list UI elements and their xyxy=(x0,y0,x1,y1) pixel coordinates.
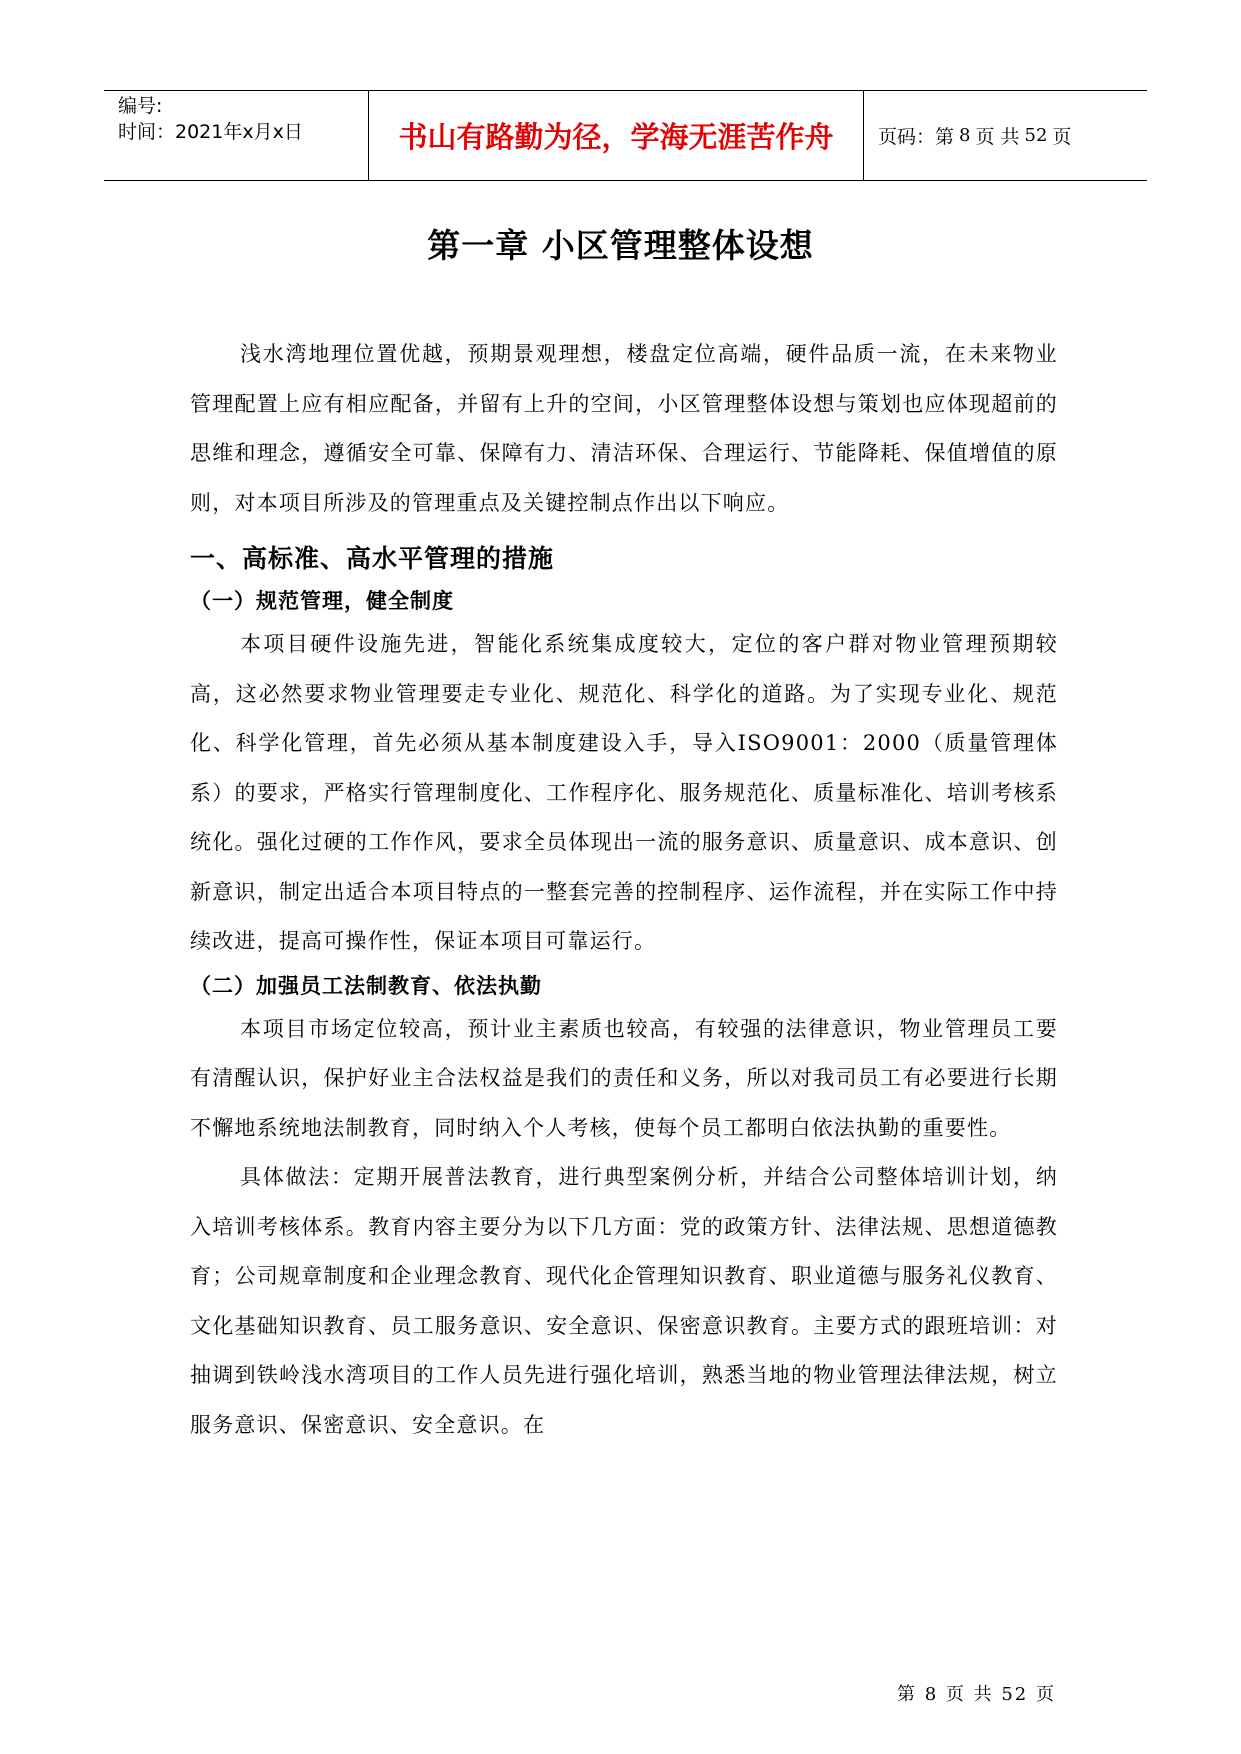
header-page-suffix: 页 xyxy=(1052,126,1072,148)
document-time-label: 时间：2021年x月x日 xyxy=(118,121,303,143)
footer-prefix: 第 xyxy=(896,1684,917,1705)
header-page-mid: 页 共 xyxy=(975,126,1020,148)
subsection-paragraph: 具体做法：定期开展普法教育，进行典型案例分析，并结合公司整体培训计划，纳入培训考核体系。教育内容主要分为以下几方面：党的政策方针、法律法规、思想道德教育；公司规章制度和企业理念教育、现代化企管理知识教育、职业道德与服务礼仪教育、文化基础知识教育、员工服务意识、安全意识、保密意识教育。主要方式的跟班培训：对抽调到铁岭浅水湾项目的工作人员先进行强化培训，熟悉当地的物业管理法律法规，树立服务意识、保密意识、安全意识。在 xyxy=(190,1165,1058,1437)
chapter-title: 第一章 小区管理整体设想 xyxy=(427,226,814,265)
footer-page-total: 52 xyxy=(1001,1684,1029,1705)
subsection-paragraph: 本项目市场定位较高，预计业主素质也较高，有较强的法律意识，物业管理员工要有清醒认识，保护好业主合法权益是我们的责任和义务，所以对我司员工有必要进行长期不懈地系统地法制教育，同时纳入个人考核，使每个员工都明白依法执勤的重要性。 xyxy=(190,1016,1058,1140)
footer-page-current: 8 xyxy=(924,1684,939,1705)
document-body xyxy=(190,330,1058,1450)
intro-paragraph: 浅水湾地理位置优越，预期景观理想，楼盘定位高端，硬件品质一流，在未来物业管理配置上应有相应配备，并留有上升的空间，小区管理整体设想与策划也应体现超前的思维和理念，遵循安全可靠、保障有力、清洁环保、合理运行、节能降耗、保值增值的原则，对本项目所涉及的管理重点及关键控制点作出以下响应。 xyxy=(190,342,1058,515)
footer-suffix: 页 xyxy=(1036,1684,1056,1705)
page-footer xyxy=(897,1680,1056,1706)
subsection-paragraph: 本项目硬件设施先进，智能化系统集成度较大，定位的客户群对物业管理预期较高，这必然要求物业管理要走专业化、规范化、科学化的道路。为了实现专业化、规范化、科学化管理，首先必须从基本制度建设入手，导入ISO9001：2000（质量管理体系）的要求，严格实行管理制度化、工作程序化、服务规范化、质量标准化、培训考核系统化。强化过硬的工作作风，要求全员体现出一流的服务意识、质量意识、成本意识、创新意识，制定出适合本项目特点的一整套完善的控制程序、运作流程，并在实际工作中持续改进，提高可操作性，保证本项目可靠运行。 xyxy=(190,632,1058,953)
header-page-total: 52 xyxy=(1024,125,1048,146)
footer-mid: 页 共 xyxy=(945,1684,994,1705)
subsection-heading: （一）规范管理，健全制度 xyxy=(190,589,454,613)
header-motto-cell xyxy=(369,91,864,180)
subsection-heading: （二）加强员工法制教育、依法执勤 xyxy=(190,973,542,998)
header-page-prefix: 页码：第 xyxy=(878,126,955,148)
header-page-cell xyxy=(864,91,1147,180)
document-number-label: 编号: xyxy=(118,95,163,117)
header-meta-cell xyxy=(104,91,369,180)
header-page-current: 8 xyxy=(959,125,971,146)
document-header xyxy=(104,90,1147,181)
header-motto: 书山有路勤为径，学海无涯苦作舟 xyxy=(398,120,834,154)
section-heading: 一、高标准、高水平管理的措施 xyxy=(190,544,555,573)
